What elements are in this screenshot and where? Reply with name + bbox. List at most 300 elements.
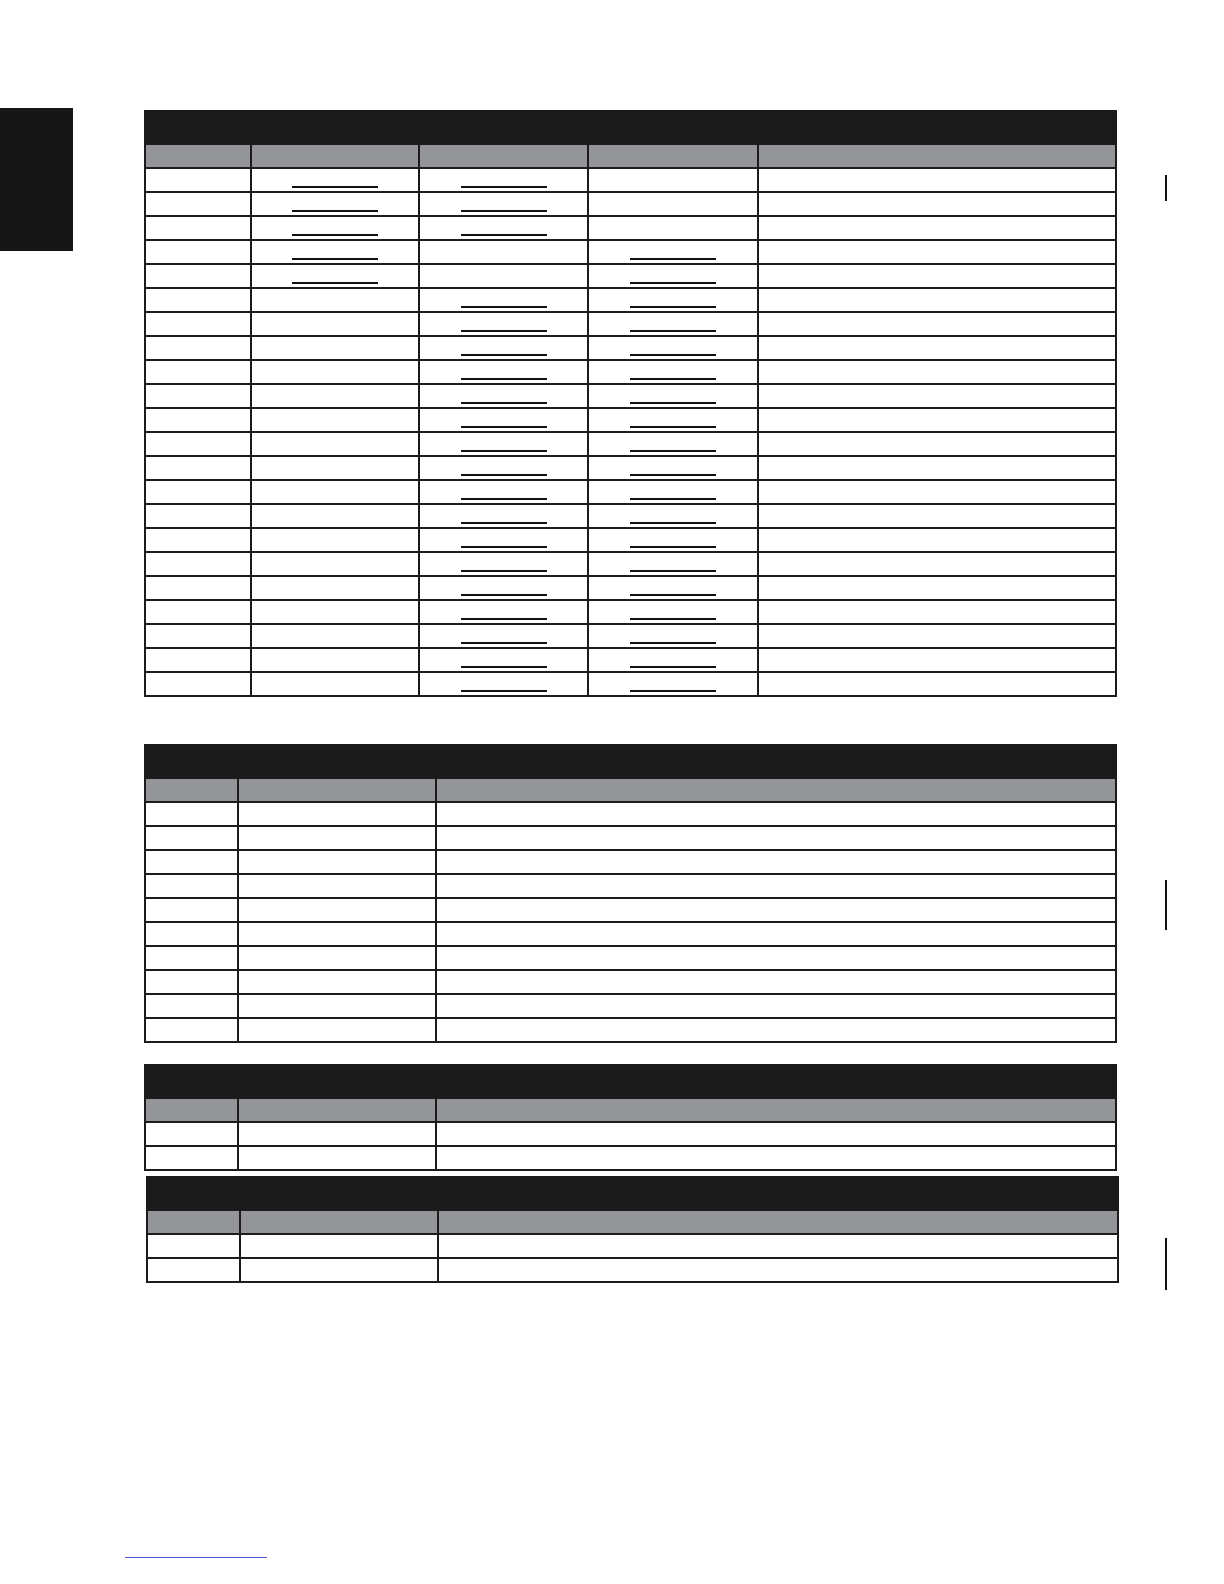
row-label-cell-text [146,654,152,666]
code-cell [145,826,238,850]
note-cell [758,408,1116,432]
fill-in-blank[interactable] [461,389,547,404]
note-cell-text [759,630,765,642]
note-cell [758,456,1116,480]
table-row [145,648,1116,672]
value-cell[interactable] [419,480,588,504]
row-label-cell-text [146,438,152,450]
row-label-cell-text [146,198,152,210]
code-cell-text [146,1024,152,1036]
name-cell [238,898,436,922]
value-cell [251,576,419,600]
value-cell[interactable] [588,360,758,384]
fill-in-blank[interactable] [630,677,716,692]
row-label-cell [145,336,251,360]
table-row [145,672,1116,696]
table-row [145,168,1116,192]
note-cell-text [759,198,765,210]
note-cell-text [759,462,765,474]
name-cell [238,946,436,970]
fill-in-blank[interactable] [630,389,716,404]
description-cell-text [437,976,443,988]
value-cell[interactable] [588,504,758,528]
code-cell-text [146,832,152,844]
description-cell-text [437,856,443,868]
value-cell[interactable] [251,168,419,192]
table-row [145,192,1116,216]
name-cell-text [239,1128,245,1140]
row-label-cell [145,648,251,672]
value-cell[interactable] [419,384,588,408]
column-header [238,778,436,802]
fill-in-blank[interactable] [630,293,716,308]
value-cell[interactable] [588,288,758,312]
table-row [145,1122,1116,1146]
code-cell-text [146,952,152,964]
fill-in-blank[interactable] [461,173,547,188]
value-cell [251,288,419,312]
change-bar [1165,1238,1167,1290]
name-cell [238,826,436,850]
value-cell[interactable] [419,408,588,432]
row-label-cell [145,216,251,240]
value-cell[interactable] [419,504,588,528]
column-header [238,1098,436,1122]
code-cell-text [146,1000,152,1012]
fill-in-blank[interactable] [461,509,547,524]
note-cell-text [759,246,765,258]
column-header [240,1210,438,1234]
value-cell [251,504,419,528]
value-cell[interactable] [251,216,419,240]
fill-in-blank[interactable] [461,365,547,380]
code-cell [145,898,238,922]
code-cell-text [146,1128,152,1140]
value-cell[interactable] [588,456,758,480]
value-cell [251,528,419,552]
name-cell [238,1018,436,1042]
fill-in-blank[interactable] [461,605,547,620]
name-cell-text [239,1152,245,1164]
code-cell [145,850,238,874]
note-cell [758,384,1116,408]
table-row [145,408,1116,432]
row-label-cell-text [146,246,152,258]
code-cell [145,1146,238,1170]
note-cell [758,360,1116,384]
parameter-table [144,110,1117,697]
fill-in-blank[interactable] [461,581,547,596]
row-label-cell [145,432,251,456]
fill-in-blank[interactable] [461,221,547,236]
column-header [419,144,588,168]
row-label-cell-text [146,294,152,306]
fill-in-blank[interactable] [461,653,547,668]
row-label-cell-text [146,366,152,378]
table-title [145,111,1116,144]
note-cell [758,264,1116,288]
code-cell-text [148,1264,154,1276]
name-cell-text [239,856,245,868]
value-cell[interactable] [251,264,419,288]
note-cell-text [759,510,765,522]
value-cell[interactable] [588,528,758,552]
fill-in-blank[interactable] [630,461,716,476]
row-label-cell [145,312,251,336]
name-cell [240,1258,438,1282]
code-cell [145,874,238,898]
table-row [145,312,1116,336]
description-cell [436,1146,1116,1170]
description-cell-text [437,832,443,844]
value-cell[interactable] [588,600,758,624]
fill-in-blank[interactable] [630,533,716,548]
fill-in-blank[interactable] [461,485,547,500]
row-label-cell [145,600,251,624]
fill-in-blank[interactable] [461,197,547,212]
name-cell-text [239,928,245,940]
column-header [436,1098,1116,1122]
row-label-cell [145,456,251,480]
fill-in-blank[interactable] [461,437,547,452]
fill-in-blank[interactable] [461,677,547,692]
note-cell-text [759,174,765,186]
fill-in-blank[interactable] [461,533,547,548]
row-label-cell-text [146,174,152,186]
column-header [145,778,238,802]
value-cell [251,456,419,480]
value-cell[interactable] [419,336,588,360]
name-cell-text [239,1000,245,1012]
note-cell-text [759,582,765,594]
fill-in-blank[interactable] [630,557,716,572]
value-cell[interactable] [419,288,588,312]
name-cell-text [239,976,245,988]
fill-in-blank[interactable] [630,437,716,452]
note-cell [758,552,1116,576]
code-cell-text [148,1240,154,1252]
name-cell [240,1234,438,1258]
row-label-cell [145,576,251,600]
fill-in-blank[interactable] [630,485,716,500]
value-cell[interactable] [419,624,588,648]
fill-in-blank[interactable] [630,581,716,596]
value-cell [251,624,419,648]
description-cell-text [437,1152,443,1164]
value-cell [251,648,419,672]
table-row [145,264,1116,288]
table-row [145,240,1116,264]
note-cell-text [759,318,765,330]
name-cell-text [241,1240,247,1252]
value-cell[interactable] [588,648,758,672]
value-cell [251,432,419,456]
note-cell-text [759,606,765,618]
note-cell-text [759,222,765,234]
description-cell [436,874,1116,898]
value-cell[interactable] [419,576,588,600]
value-cell [251,600,419,624]
table-title [147,1177,1118,1210]
name-cell [238,802,436,826]
row-label-cell [145,480,251,504]
value-cell[interactable] [588,264,758,288]
column-header [147,1210,240,1234]
description-cell-text [439,1264,445,1276]
note-cell [758,600,1116,624]
code-cell [147,1258,240,1282]
fill-in-blank[interactable] [292,197,378,212]
note-cell-text [759,438,765,450]
fill-in-blank[interactable] [461,293,547,308]
note-cell-text [759,654,765,666]
note-cell-text [759,678,765,690]
code-cell-text [146,1152,152,1164]
code-cell-text [146,880,152,892]
code-cell-text [146,856,152,868]
value-cell [251,336,419,360]
value-cell[interactable] [419,432,588,456]
name-cell [238,970,436,994]
value-cell[interactable] [588,408,758,432]
note-cell-text [759,366,765,378]
note-cell [758,528,1116,552]
value-cell [419,240,588,264]
table-row [145,528,1116,552]
fill-in-blank[interactable] [630,509,716,524]
row-label-cell-text [146,582,152,594]
footer-rule [125,1557,267,1558]
description-cell [436,802,1116,826]
value-cell[interactable] [419,648,588,672]
code-cell [145,994,238,1018]
table-row [145,874,1116,898]
table-row [145,336,1116,360]
code-cell [145,922,238,946]
row-label-cell-text [146,678,152,690]
note-cell [758,240,1116,264]
code-cell-text [146,928,152,940]
fill-in-blank[interactable] [630,245,716,260]
value-cell[interactable] [588,672,758,696]
code-cell-text [146,976,152,988]
table-row [145,1146,1116,1170]
fill-in-blank[interactable] [461,461,547,476]
name-cell-text [241,1264,247,1276]
row-label-cell-text [146,342,152,354]
value-cell[interactable] [419,168,588,192]
row-label-cell-text [146,630,152,642]
note-cell [758,216,1116,240]
description-cell-text [437,1128,443,1140]
value-cell[interactable] [588,576,758,600]
table-row [145,432,1116,456]
row-label-cell-text [146,606,152,618]
value-cell [588,192,758,216]
row-label-cell-text [146,486,152,498]
row-label-cell [145,408,251,432]
fill-in-blank[interactable] [630,653,716,668]
fill-in-blank[interactable] [292,269,378,284]
column-header [758,144,1116,168]
fill-in-blank[interactable] [461,317,547,332]
row-label-cell-text [146,510,152,522]
table-title [145,1065,1116,1098]
note-cell [758,336,1116,360]
value-cell[interactable] [419,312,588,336]
value-cell [251,312,419,336]
value-cell [251,384,419,408]
code-table [144,1064,1117,1171]
value-cell[interactable] [419,552,588,576]
value-cell[interactable] [588,384,758,408]
description-cell [436,994,1116,1018]
name-cell [238,1122,436,1146]
row-label-cell [145,192,251,216]
fill-in-blank[interactable] [461,413,547,428]
column-header [145,144,251,168]
fill-in-blank[interactable] [292,173,378,188]
fill-in-blank[interactable] [292,221,378,236]
name-cell-text [239,952,245,964]
value-cell[interactable] [419,360,588,384]
value-cell [251,552,419,576]
description-cell-text [437,1024,443,1036]
fill-in-blank[interactable] [461,341,547,356]
value-cell[interactable] [588,312,758,336]
table-row [145,216,1116,240]
value-cell[interactable] [588,624,758,648]
value-cell[interactable] [251,192,419,216]
description-cell-text [437,904,443,916]
table-row [147,1234,1118,1258]
description-cell [436,1122,1116,1146]
table-row [145,576,1116,600]
description-cell [436,970,1116,994]
note-cell [758,168,1116,192]
code-cell [145,1018,238,1042]
value-cell [588,168,758,192]
row-label-cell [145,264,251,288]
value-cell[interactable] [419,456,588,480]
table-row [145,802,1116,826]
table-title [145,745,1116,778]
change-bar [1165,175,1167,201]
description-cell [436,922,1116,946]
row-label-cell [145,552,251,576]
note-cell-text [759,486,765,498]
row-label-cell [145,360,251,384]
fill-in-blank[interactable] [630,629,716,644]
value-cell[interactable] [588,336,758,360]
row-label-cell [145,168,251,192]
name-cell-text [239,808,245,820]
row-label-cell-text [146,222,152,234]
value-cell[interactable] [588,480,758,504]
description-cell-text [437,880,443,892]
value-cell[interactable] [419,528,588,552]
row-label-cell [145,528,251,552]
row-label-cell-text [146,414,152,426]
fill-in-blank[interactable] [630,605,716,620]
value-cell[interactable] [419,216,588,240]
note-cell-text [759,558,765,570]
value-cell[interactable] [251,240,419,264]
table-row [145,480,1116,504]
name-cell [238,1146,436,1170]
value-cell[interactable] [588,240,758,264]
table-row [145,600,1116,624]
row-label-cell-text [146,462,152,474]
value-cell[interactable] [588,552,758,576]
table-row [145,946,1116,970]
value-cell [588,216,758,240]
description-cell-text [437,1000,443,1012]
description-cell-text [437,928,443,940]
description-cell [436,1018,1116,1042]
table-row [145,1018,1116,1042]
name-cell-text [239,1024,245,1036]
note-cell [758,288,1116,312]
value-cell[interactable] [419,192,588,216]
table-row [145,504,1116,528]
code-cell-text [146,808,152,820]
value-cell [251,672,419,696]
fill-in-blank[interactable] [630,365,716,380]
description-cell [436,946,1116,970]
fill-in-blank[interactable] [630,413,716,428]
description-cell-text [437,952,443,964]
code-table [146,1176,1119,1283]
table-row [145,552,1116,576]
change-bar [1165,880,1167,930]
note-cell-text [759,390,765,402]
table-row [145,456,1116,480]
fill-in-blank[interactable] [461,629,547,644]
table-row [145,922,1116,946]
name-cell-text [239,904,245,916]
row-label-cell-text [146,534,152,546]
table-row [145,850,1116,874]
note-cell [758,432,1116,456]
side-section-tab [0,108,73,251]
value-cell [251,480,419,504]
code-cell [145,1122,238,1146]
row-label-cell [145,672,251,696]
note-cell [758,504,1116,528]
fill-in-blank[interactable] [630,269,716,284]
note-cell [758,624,1116,648]
value-cell[interactable] [588,432,758,456]
note-cell-text [759,414,765,426]
table-row [145,288,1116,312]
note-cell-text [759,534,765,546]
note-cell-text [759,342,765,354]
description-cell [436,826,1116,850]
row-label-cell-text [146,270,152,282]
fill-in-blank[interactable] [461,557,547,572]
value-cell[interactable] [419,672,588,696]
name-cell [238,874,436,898]
table-row [145,898,1116,922]
table-row [145,994,1116,1018]
name-cell [238,922,436,946]
fill-in-blank[interactable] [630,317,716,332]
value-cell[interactable] [419,600,588,624]
fill-in-blank[interactable] [292,245,378,260]
code-cell [147,1234,240,1258]
fill-in-blank[interactable] [630,341,716,356]
